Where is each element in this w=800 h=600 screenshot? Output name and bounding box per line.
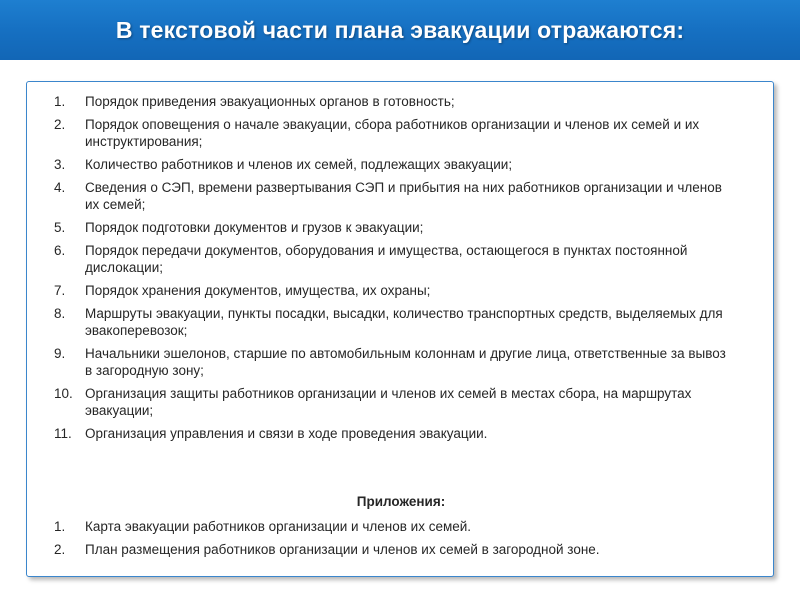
- list-item: [27, 219, 775, 236]
- list-item: [27, 93, 775, 110]
- list-item: [27, 116, 775, 150]
- list-item-number: 2.: [54, 542, 66, 557]
- list-item-number: 5.: [54, 220, 66, 235]
- list-item-text: Карта эвакуации работников организации и членов их семей.: [85, 519, 472, 534]
- appendix-list: [27, 518, 775, 564]
- list-item: [27, 345, 775, 379]
- list-item: [27, 518, 775, 535]
- list-item-text: Количество работников и членов их семей, подлежащих эвакуации;: [85, 157, 513, 172]
- list-item-number: 10.: [54, 386, 73, 401]
- list-item: [27, 305, 775, 339]
- list-item-text: Порядок передачи документов, оборудования и имущества, остающегося в пунктах постоянной дислокации;: [85, 243, 688, 275]
- header-bar: [0, 0, 800, 60]
- list-item: [27, 242, 775, 276]
- list-item-number: 9.: [54, 346, 66, 361]
- list-item-text: Начальники эшелонов, старшие по автомобильным колоннам и другие лица, ответственные за вывоз в загородную зону;: [85, 346, 726, 378]
- list-item-number: 7.: [54, 283, 66, 298]
- list-item-text: Сведения о СЭП, времени развертывания СЭП и прибытия на них работников организации и членов их семей;: [85, 180, 722, 212]
- list-item-text: Порядок подготовки документов и грузов к эвакуации;: [85, 220, 424, 235]
- list-item-text: Маршруты эвакуации, пункты посадки, высадки, количество транспортных средств, выделяемых для эвакоперевозок;: [85, 306, 723, 338]
- list-item: [27, 156, 775, 173]
- list-item-number: 4.: [54, 180, 66, 195]
- list-item-number: 2.: [54, 117, 66, 132]
- list-item: [27, 282, 775, 299]
- list-item: [27, 425, 775, 442]
- list-item-number: 1.: [54, 94, 66, 109]
- list-item-text: Порядок приведения эвакуационных органов в готовность;: [85, 94, 455, 109]
- list-item-text: План размещения работников организации и членов их семей в загородной зоне.: [85, 542, 600, 557]
- list-item: [27, 385, 775, 419]
- list-item-number: 8.: [54, 306, 66, 321]
- list-item: [27, 541, 775, 558]
- list-item-number: 6.: [54, 243, 66, 258]
- list-item-number: 11.: [54, 426, 72, 441]
- appendix-heading: Приложения:: [356, 494, 446, 509]
- list-item-number: 3.: [54, 157, 66, 172]
- main-list: [27, 93, 775, 448]
- list-item-text: Организация защиты работников организации и членов их семей в местах сбора, на маршрутах эвакуации;: [85, 386, 692, 418]
- list-item: [27, 179, 775, 213]
- list-item-number: 1.: [54, 519, 66, 534]
- content-panel: [26, 81, 774, 577]
- list-item-text: Порядок хранения документов, имущества, их охраны;: [85, 283, 431, 298]
- list-item-text: Организация управления и связи в ходе проведения эвакуации.: [85, 426, 488, 441]
- list-item-text: Порядок оповещения о начале эвакуации, сбора работников организации и членов их семей и их инструктирования;: [85, 117, 700, 149]
- page-title: В текстовой части плана эвакуации отражаются:: [115, 16, 685, 43]
